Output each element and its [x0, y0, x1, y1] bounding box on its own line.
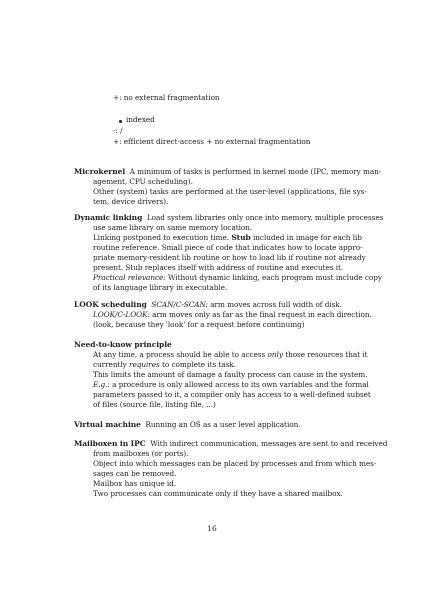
mailboxen-line-4: sages can be removed.: [93, 469, 177, 478]
dynamic-linking-line-1: Load system libraries only once into memory, multiple processes: [146, 213, 384, 222]
mailboxen-line-6: Two processes can communicate only if they have a shared mailbox.: [93, 489, 343, 498]
dynamic-linking-line-3-text: Linking postponed to execution time.: [93, 233, 230, 242]
mailboxen-line-3: Object into which messages can be placed by processes and from which mes-: [93, 459, 377, 468]
look-scheduling-entry: [74, 300, 342, 311]
need-to-know-line-2: [93, 360, 236, 371]
microkernel-line-3: Other (system) tasks are performed at the user-level (applications, file sys-: [93, 187, 367, 196]
dynamic-linking-line-7-rest: Without dynamic linking, each program must include copy: [167, 273, 382, 282]
dynamic-linking-line-3-rest: included in image for each lib: [252, 233, 362, 242]
mailboxen-line-1: With indirect communication, messages are sent to and received: [150, 439, 388, 448]
no-external-fragmentation-note: +: no external fragmentation: [113, 93, 220, 102]
look-scheduling-line-2: [93, 310, 372, 321]
need-to-know-line-5: parameters passed to it, a compiler only has access to a well-defined subset: [93, 390, 371, 399]
mailboxen-line-5: Mailbox has unique id.: [93, 479, 177, 488]
requires-emphasis: requires: [129, 360, 160, 369]
look-scheduling-term: LOOK scheduling: [74, 300, 147, 309]
need-to-know-line-1-text: At any time, a process should be able to access: [93, 350, 266, 359]
page-number: 16: [207, 524, 217, 533]
look-scheduling-line-1: arm moves across full width of disk.: [210, 300, 342, 309]
dynamic-linking-line-8: of its language library in executable.: [93, 283, 228, 292]
need-to-know-term: Need-to-know principle: [74, 340, 172, 349]
virtual-machine-term: Virtual machine: [74, 420, 141, 429]
dynamic-linking-line-7: [93, 273, 382, 284]
only-emphasis: only: [267, 350, 283, 359]
microkernel-line-1: A minimum of tasks is performed in kernel mode (IPC, memory man-: [129, 167, 382, 176]
dynamic-linking-line-4: routine reference. Small piece of code that indicates how to locate appro-: [93, 243, 363, 252]
look-label: LOOK/C-LOOK:: [93, 310, 150, 319]
dynamic-linking-line-2: use same library on same memory location.: [93, 223, 253, 232]
need-to-know-term-line: [74, 340, 172, 351]
virtual-machine-entry: [74, 420, 300, 431]
need-to-know-line-1-rest: those resources that it: [285, 350, 368, 359]
need-to-know-line-2-text: currently: [93, 360, 127, 369]
indexed-minus-note: -: /: [113, 126, 123, 135]
scan-label: SCAN/C-SCAN:: [151, 300, 208, 309]
dynamic-linking-line-6: present. Stub replaces itself with address of routine and executes it.: [93, 263, 344, 272]
eg-label: E.g.:: [93, 380, 110, 389]
look-scheduling-line-2-rest: arm moves only as far as the final request in each direction.: [152, 310, 372, 319]
indexed-item: indexed: [126, 115, 155, 124]
need-to-know-line-1: [93, 350, 368, 361]
dynamic-linking-line-3: [93, 233, 362, 244]
mailboxen-entry: [74, 439, 387, 450]
need-to-know-line-4: [93, 380, 369, 391]
virtual-machine-line-1: Running an OS as a user level application.: [145, 420, 301, 429]
need-to-know-line-4-rest: a procedure is only allowed access to its own variables and the formal: [112, 380, 369, 389]
need-to-know-line-6: of files (source file, listing file, ...): [93, 400, 216, 409]
microkernel-term: Microkernel: [74, 167, 126, 176]
dynamic-linking-term: Dynamic linking: [74, 213, 143, 222]
dynamic-linking-line-5: priate memory-resident lib routine or how to load lib if routine not already: [93, 253, 366, 262]
need-to-know-line-3: This limits the amount of damage a faulty process can cause in the system.: [93, 370, 368, 379]
need-to-know-line-2-rest: to complete its task.: [161, 360, 236, 369]
microkernel-line-2: agement, CPU scheduling).: [93, 177, 193, 186]
microkernel-entry: [74, 167, 381, 178]
indexed-plus-note: +: efficient direct-access + no external fragmentation: [113, 137, 311, 146]
mailboxen-line-2: from mailboxes (or ports).: [93, 449, 189, 458]
stub-term: Stub: [231, 233, 251, 242]
microkernel-line-4: tem, device drivers).: [93, 197, 169, 206]
look-scheduling-line-3: (look, because they 'look' for a request before continuing): [93, 320, 305, 329]
bullet-icon: [119, 120, 122, 123]
dynamic-linking-entry: [74, 213, 383, 224]
practical-relevance-label: Practical relevance:: [93, 273, 166, 282]
mailboxen-term: Mailboxen in IPC: [74, 439, 146, 448]
